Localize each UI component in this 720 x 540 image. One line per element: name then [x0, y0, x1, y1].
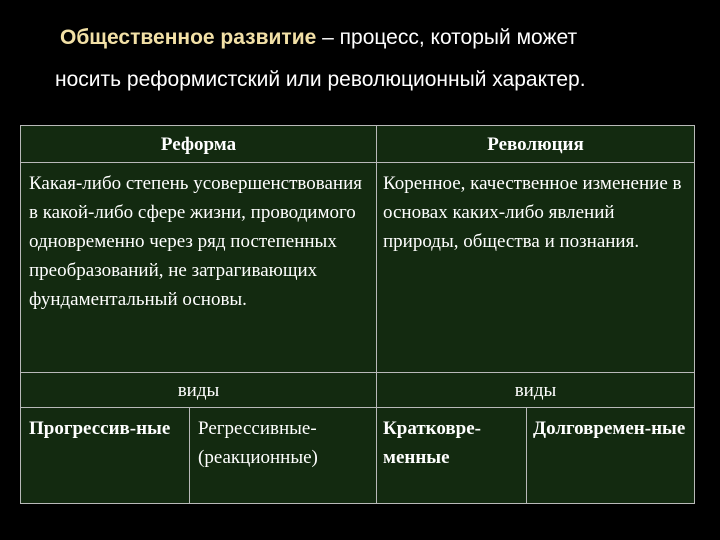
heading-line-1: [60, 26, 720, 50]
heading-rest: – процесс, который может: [316, 26, 578, 49]
table-divider: [21, 372, 694, 373]
type-regressive-line-1: Регрессивные-: [198, 418, 317, 439]
table-divider: [189, 407, 190, 503]
type-regressive-line-2: (реакционные): [198, 447, 318, 468]
header-revolution: Революция: [487, 134, 584, 155]
type-progressive: Прогрессив-ные: [29, 418, 171, 439]
revolution-types-label: виды: [514, 380, 557, 401]
table-divider: [526, 407, 527, 503]
reform-types-label: виды: [177, 380, 220, 401]
table-divider: [376, 126, 377, 503]
table-divider: [21, 407, 694, 408]
revolution-definition: Коренное, качественное изменение в основах каких-либо явлений природы, общества и познания.: [383, 173, 682, 252]
type-short-term: Кратковре-менные: [383, 418, 481, 468]
type-long-term: Долговремен-ные: [533, 418, 686, 439]
type-regressive: [198, 414, 373, 472]
heading-highlight: Общественное развитие: [60, 26, 317, 49]
header-reform: Реформа: [160, 134, 237, 155]
heading-line-2: носить реформистский или революционный характер.: [55, 68, 586, 91]
comparison-table: [20, 125, 695, 504]
reform-definition: Какая-либо степень усовершенствования в какой-либо сфере жизни, проводимого одновременно через ряд постепенных преобразований, не затрагивающих фундаментальный основы.: [29, 173, 362, 310]
table-divider: [21, 162, 694, 163]
